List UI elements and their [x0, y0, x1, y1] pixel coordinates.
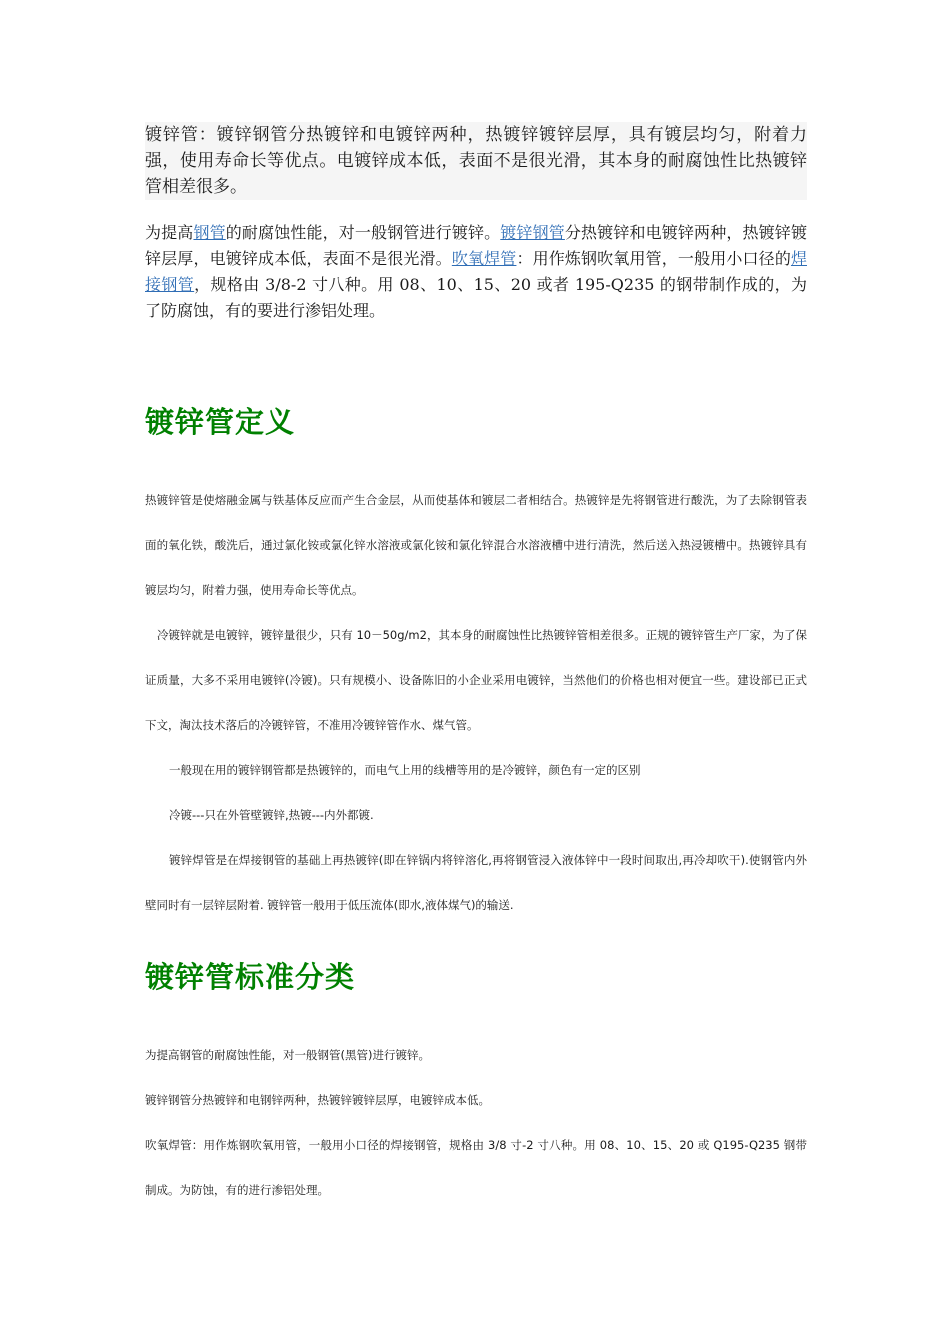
overview-paragraph [145, 220, 807, 324]
text-segment: ：用作炼钢吹氧用管，一般用小口径的 [516, 249, 791, 268]
intro-paragraph: 镀锌管：镀锌钢管分热镀锌和电镀锌两种，热镀锌镀锌层厚，具有镀层均匀，附着力强，使用寿命长等优点。电镀锌成本低，表面不是很光滑，其本身的耐腐蚀性比热镀锌管相差很多。 [145, 122, 807, 200]
link-steel-pipe[interactable]: 钢管 [193, 223, 226, 242]
section-heading-definition: 镀锌管定义 [145, 405, 296, 439]
text-segment: 为提高 [145, 223, 194, 242]
link-oxygen-blowing-pipe[interactable]: 吹氧焊管 [451, 249, 517, 268]
paragraph: 为提高钢管的耐腐蚀性能，对一般钢管(黑管)进行镀锌。 [145, 1048, 430, 1062]
classification-body [145, 1033, 807, 1213]
paragraph: 热镀锌管是使熔融金属与铁基体反应而产生合金层，从而使基体和镀层二者相结合。热镀锌是先将钢管进行酸洗，为了去除钢管表面的氧化铁，酸洗后，通过氯化铵或氯化锌水溶液或氯化铵和氯化锌混合水溶液槽中进行清洗，然后送入热浸镀槽中。热镀锌具有镀层均匀，附着力强，使用寿命长等优点。 [145, 493, 807, 597]
paragraph: 镀锌钢管分热镀锌和电钢锌两种，热镀锌镀锌层厚，电镀锌成本低。 [145, 1093, 490, 1107]
definition-body [145, 478, 807, 928]
paragraph: 冷镀锌就是电镀锌，镀锌量很少，只有 10－50g/m2，其本身的耐腐蚀性比热镀锌管相差很多。正规的镀锌管生产厂家，为了保证质量，大多不采用电镀锌(冷镀)。只有规模小、设备陈旧的小企业采用电镀锌，当然他们的价格也相对便宜一些。建设部已正式下文，淘汰技术落后的冷镀锌管，不准用冷镀锌管作水、煤气管。 [145, 628, 807, 732]
paragraph: 一般现在用的镀锌钢管都是热镀锌的，而电气上用的线槽等用的是冷镀锌，颜色有一定的区别 [169, 763, 641, 777]
text-segment: 的耐腐蚀性能，对一般钢管进行镀锌。 [225, 223, 501, 242]
paragraph: 镀锌焊管是在焊接钢管的基础上再热镀锌(即在锌锅内将锌溶化,再将钢管浸入液体锌中一段时间取出,再冷却吹干).使钢管内外壁同时有一层锌层附着. 镀锌管一般用于低压流体(即水,液体煤气)的输送. [145, 853, 807, 912]
link-galvanized-steel-pipe[interactable]: 镀锌钢管 [500, 223, 565, 242]
text-segment: ，规格由 3/8-2 寸八种。用 08、10、15、20 或者 195-Q235 的钢带制作成的，为了防腐蚀，有的要进行渗铝处理。 [145, 275, 807, 320]
text-segment: 分热镀锌和电镀锌两种，热镀锌镀锌层厚，电镀锌成本低，表面不是很光滑。 [145, 223, 807, 268]
paragraph: 冷镀---只在外管壁镀锌,热镀---内外都镀. [169, 808, 374, 822]
section-heading-standard-classification: 镀锌管标准分类 [145, 960, 356, 994]
link-welded-steel-pipe[interactable]: 焊接钢管 [145, 249, 807, 294]
paragraph: 吹氧焊管：用作炼钢吹氧用管，一般用小口径的焊接钢管，规格由 3/8 寸-2 寸八种。用 08、10、15、20 或 Q195-Q235 钢带制成。为防蚀，有的进行渗铝处理。 [145, 1138, 807, 1197]
